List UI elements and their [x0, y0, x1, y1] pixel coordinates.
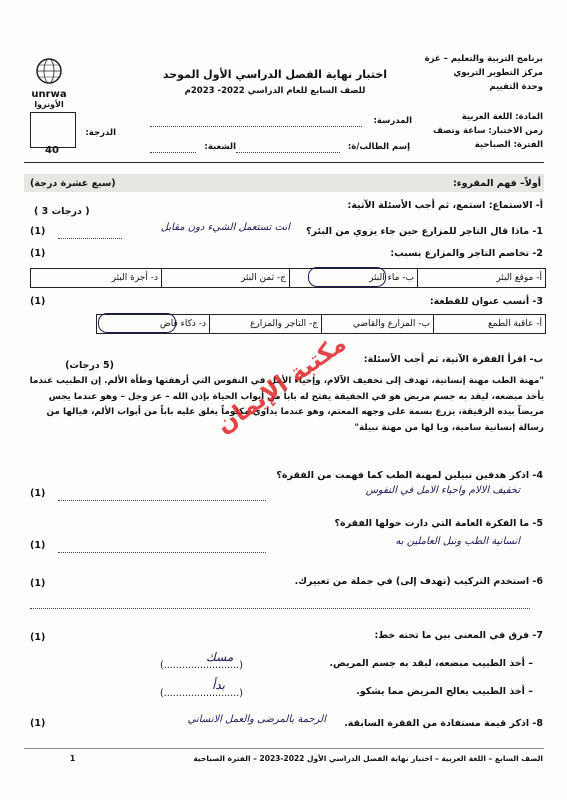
footer-divider [24, 748, 544, 749]
question-5: 5- ما الفكرة العامة التي دارت حولها الفقرة؟ [334, 518, 543, 529]
grade-label: الدرجة: [85, 128, 116, 138]
grade-total: 40 [45, 145, 59, 156]
period-line: الفترة: الصباحية [474, 140, 543, 150]
q7-sentence-b: – أخذ الطبيب يعالج المريض مما يشكو. [356, 686, 533, 697]
school-label: المدرسة: [373, 116, 412, 126]
question-6: 6- استخدم التركيب (تهدف إلى) في جملة من تعبيرك. [294, 576, 543, 587]
q7-blank-b[interactable]: (.........................) [160, 688, 243, 699]
reading-paragraph: "مهنة الطب مهنة إنسانية، تهدف إلى تخفيف الآلام، وإحياء الأمل في النفوس التي أرهقتها وطأة الألم. إن الطبيب عندما يأخذ مبضعه، ليقد به جسم مريض هو في الحقيقة يفتح له باباً من أبواب الحياة بإذن الله – عز وجل – وهو عندما يجس مريضاً بيده الرقيقة، يزرع بسمة على وجهه المعتم، وهو عندما يداوي مكلوماً يغلق عليه باباً من أبواب الألم، فيالها من رسالة إنسانية سامية، ويا لها من مهنة نبيلة" [29, 376, 544, 433]
subject-line: المادة: اللغة العربية [461, 112, 543, 122]
q2-selected-circle [308, 267, 386, 287]
answer-6-line[interactable] [30, 598, 530, 609]
question-3: 3- أنسب عنوان للقطعة: [429, 296, 543, 307]
score-6: (1) [30, 578, 46, 589]
library-stamp: مكتبة الإيمان [210, 328, 352, 440]
logo-text-ar: الأونروا [34, 100, 64, 109]
header-org-line-2: مركز التطوير التربوي [453, 68, 543, 78]
answer-1-line[interactable] [58, 228, 122, 239]
q2-option-c[interactable]: ج- ثمن البئر [161, 269, 289, 287]
logo-text: unrwa [31, 89, 67, 100]
score-2: (1) [30, 248, 46, 259]
unrwa-logo [26, 56, 72, 109]
q7-blank-a[interactable]: (.........................) [160, 660, 243, 671]
question-1: 1- ماذا قال التاجر للمزارع حين جاء يزوي من البئر؟ [306, 226, 543, 237]
header-org-line-1: برنامج التربية والتعليم – غزة [424, 54, 543, 64]
answer-5-line[interactable] [58, 542, 266, 553]
q2-options-table [30, 268, 546, 288]
question-7: 7- فرق في المعنى بين ما تحته خط: [374, 630, 543, 641]
question-4: 4- اذكر هدفين نبيلين لمهنة الطب كما فهمت من الفقرة؟ [276, 470, 543, 481]
section-field[interactable] [150, 142, 196, 153]
answer-5: انسانية الطب ونبل العاملين به [395, 536, 520, 547]
q7-answer-b: بدأ [212, 678, 225, 692]
footer-text: الصف السابع – اللغة العربية – اختبار نهاية الفصل الدراسي الأول 2022-2023 – الفترة الصباحية [193, 754, 543, 763]
student-name-field[interactable] [236, 142, 340, 153]
exam-title: اختبار نهاية الفصل الدراسي الأول الموحد [162, 68, 388, 81]
score-3: (1) [30, 296, 46, 307]
q3-option-b[interactable]: ب- المزارع والقاضي [321, 315, 433, 333]
score-5: (1) [30, 540, 46, 551]
listening-marks: ( 3 درجات ) [34, 206, 90, 217]
q2-option-b[interactable]: ب- ماء البئر [289, 269, 417, 287]
answer-4: تخفيف الالام واحياء الامل في النفوس [365, 485, 520, 496]
q2-option-a[interactable]: أ- موقع البئر [417, 269, 545, 287]
q7-answer-a: مسك [206, 650, 234, 664]
exam-subtitle: للصف السابع للعام الدراسي 2022- 2023م [184, 86, 366, 96]
reading-heading: ب- اقرأ الفقرة الآتية، ثم أجب الأسئلة: [363, 354, 543, 365]
reading-marks: (5 درجات) [65, 360, 114, 371]
answer-4-line[interactable] [58, 490, 266, 501]
q3-selected-circle [98, 313, 176, 333]
q3-option-c[interactable]: ج- التاجر والمزارع [209, 315, 321, 333]
question-8: 8- اذكر قيمة مستفادة من الفقرة السابقة. [344, 718, 543, 729]
student-name-label: إسم الطالب/ة: [347, 142, 410, 152]
header-org-line-3: وحدة التقييم [489, 82, 543, 92]
q3-option-d[interactable]: د- ذكاء قاض [159, 319, 206, 329]
answer-1: انت تستعمل الشيء دون مقابل [160, 222, 290, 233]
grade-box[interactable] [30, 112, 76, 148]
section-label: الشعبة: [204, 142, 236, 152]
q7-sentence-a: – أخذ الطبيب مبضعه، ليقد به جسم المريض. [329, 658, 533, 669]
header-divider [24, 162, 544, 163]
score-1: (1) [30, 226, 46, 237]
q2-option-d[interactable]: د- أجرة البئر [111, 273, 158, 283]
listening-heading: أ- الاستماع: استمع، ثم أجب الأسئلة الآتية: [347, 200, 543, 211]
school-field[interactable] [150, 116, 362, 127]
answer-8: الرحمة بالمرضى والعمل الانساني [187, 714, 326, 725]
q3-option-a[interactable]: أ- عاقبة الطمع [433, 315, 545, 333]
section1-title: أولاً– فهم المقروء: [452, 178, 541, 189]
score-8: (1) [30, 718, 46, 729]
page-number: 1 [70, 754, 76, 763]
section1-marks: (سبع عشرة درجة) [30, 178, 116, 189]
duration-line: زمن الاختبار: ساعة وتصف [433, 126, 543, 136]
score-4: (1) [30, 488, 46, 499]
score-7: (1) [30, 632, 46, 643]
question-2: 2- تخاصم التاجر والمزارع بسبب: [390, 248, 543, 259]
